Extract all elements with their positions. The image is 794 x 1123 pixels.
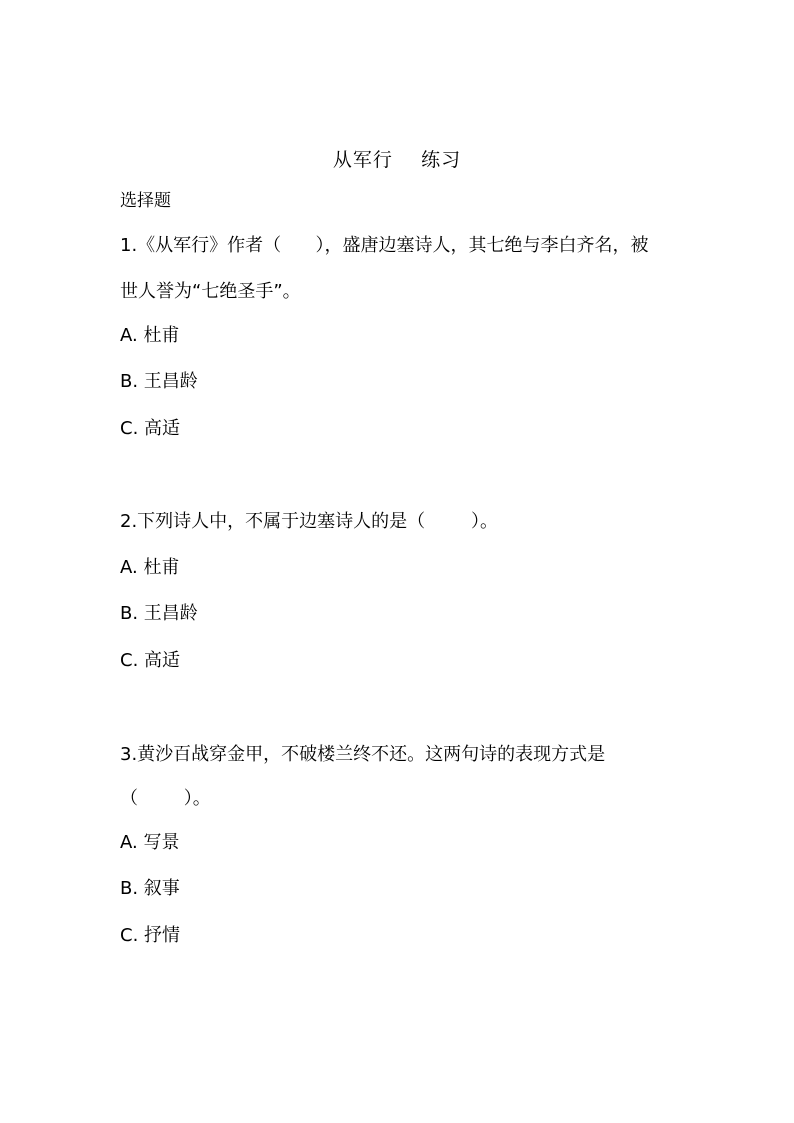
page-title: 从军行 练习 — [332, 149, 462, 171]
question-1-option-a: A. 杜甫 — [120, 325, 180, 346]
question-1-option-c: C. 高适 — [120, 418, 181, 439]
question-1-line-1: 1.《从军行》作者（ ），盛唐边塞诗人，其七绝与李白齐名，被 — [120, 235, 649, 256]
question-3-option-b: B. 叙事 — [120, 878, 180, 899]
question-2-line-1: 2.下列诗人中，不属于边塞诗人的是（ ）。 — [120, 511, 498, 532]
question-1-line-2: 世人誉为“七绝圣手”。 — [120, 281, 301, 302]
question-1-option-b: B. 王昌龄 — [120, 371, 198, 392]
question-3-option-c: C. 抒情 — [120, 925, 181, 946]
question-2-option-b: B. 王昌龄 — [120, 603, 198, 624]
question-3-option-a: A. 写景 — [120, 832, 180, 853]
section-heading: 选择题 — [120, 191, 171, 211]
question-3-line-1: 3.黄沙百战穿金甲，不破楼兰终不还。这两句诗的表现方式是 — [120, 744, 606, 765]
question-3-line-2: （ ）。 — [120, 788, 211, 809]
question-2-option-a: A. 杜甫 — [120, 557, 180, 578]
question-2-option-c: C. 高适 — [120, 650, 181, 671]
